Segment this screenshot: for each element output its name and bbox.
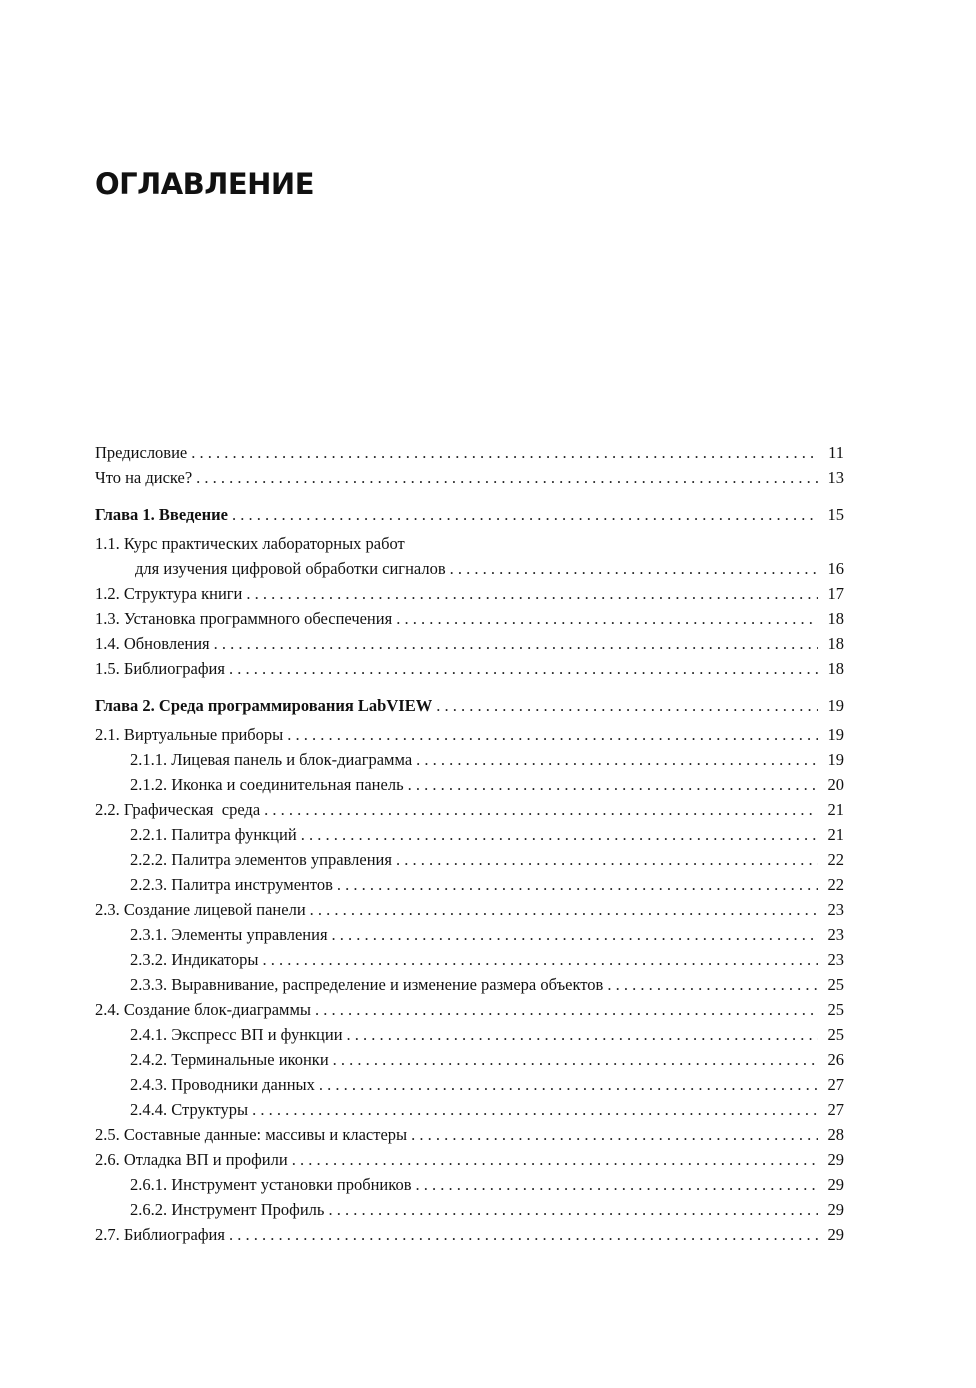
toc-entry-title: 2.2.2. Палитра элементов управления	[130, 850, 392, 869]
toc-entry-title: 2.3.3. Выравнивание, распределение и изменение размера объектов	[130, 975, 604, 994]
toc-page-number: 22	[827, 850, 844, 869]
toc-page-number: 27	[827, 1075, 844, 1094]
toc-section-1-2[interactable]	[95, 581, 844, 606]
toc-entry-title: 2.2. Графическая среда	[95, 800, 261, 819]
toc-entry-title: 2.6. Отладка ВП и профили	[95, 1150, 288, 1169]
toc-entry-title: 1.1. Курс практических лабораторных работ	[95, 534, 405, 553]
dot-leader	[229, 656, 818, 681]
toc-page-number: 29	[827, 1225, 844, 1244]
dot-leader	[232, 502, 818, 527]
dot-leader	[328, 1197, 818, 1222]
dot-leader	[408, 772, 818, 797]
dot-leader	[246, 581, 818, 606]
toc-subsection-2-4-4[interactable]	[95, 1097, 844, 1122]
toc-chapter-title: Глава 2. Среда программирования LabVIEW	[95, 696, 433, 715]
toc-page-number: 15	[827, 505, 844, 524]
toc-subsection-2-2-3[interactable]	[95, 872, 844, 897]
dot-leader	[416, 747, 818, 772]
toc-entry-title: 2.3. Создание лицевой панели	[95, 900, 306, 919]
toc-page-number: 25	[827, 1025, 844, 1044]
dot-leader	[396, 847, 818, 872]
toc-page-number: 13	[827, 468, 844, 487]
toc-section-2-4[interactable]	[95, 997, 844, 1022]
toc-chapter-1[interactable]	[95, 502, 844, 527]
dot-leader	[607, 972, 818, 997]
dot-leader	[332, 922, 818, 947]
toc-section-2-3[interactable]	[95, 897, 844, 922]
toc-page-number: 16	[827, 559, 844, 578]
toc-chapter-title: Глава 1. Введение	[95, 505, 228, 524]
toc-page-number: 29	[827, 1150, 844, 1169]
toc-section-2-7[interactable]	[95, 1222, 844, 1247]
toc-subsection-2-2-1[interactable]	[95, 822, 844, 847]
dot-leader	[196, 465, 818, 490]
toc-section-2-6[interactable]	[95, 1147, 844, 1172]
dot-leader	[436, 693, 818, 718]
toc-entry-title: 2.4. Создание блок-диаграммы	[95, 1000, 312, 1019]
toc-subsection-2-3-3[interactable]	[95, 972, 844, 997]
dot-leader	[301, 822, 818, 847]
toc-section-2-1[interactable]	[95, 722, 844, 747]
dot-leader	[214, 631, 818, 656]
toc-chapter-2[interactable]	[95, 693, 844, 718]
toc-subsection-2-4-3[interactable]	[95, 1072, 844, 1097]
toc-entry-title-continued: для изучения цифровой обработки сигналов	[135, 559, 446, 578]
toc-entry-title: 2.1.1. Лицевая панель и блок-диаграмма	[130, 750, 413, 769]
toc-entry-title: Предисловие	[95, 443, 188, 462]
toc-page-number: 18	[827, 634, 844, 653]
toc-entry-title: 2.4.4. Структуры	[130, 1100, 249, 1119]
toc-entry-title: 1.4. Обновления	[95, 634, 210, 653]
toc-section-1-4[interactable]	[95, 631, 844, 656]
dot-leader	[292, 1147, 818, 1172]
toc-section-1-3[interactable]	[95, 606, 844, 631]
toc-page-number: 23	[827, 900, 844, 919]
dot-leader	[396, 606, 818, 631]
toc-entry-title: 1.2. Структура книги	[95, 584, 243, 603]
dot-leader	[337, 872, 818, 897]
toc-section-1-1[interactable]	[95, 531, 844, 581]
toc-subsection-2-4-1[interactable]	[95, 1022, 844, 1047]
dot-leader	[264, 797, 818, 822]
toc-entry-title: 2.5. Составные данные: массивы и кластеры	[95, 1125, 408, 1144]
toc-entry-title: 1.3. Установка программного обеспечения	[95, 609, 393, 628]
toc-subsection-2-1-2[interactable]	[95, 772, 844, 797]
toc-entry-title: 2.1.2. Иконка и соединительная панель	[130, 775, 404, 794]
toc-page-number: 17	[827, 584, 844, 603]
toc-entry-title: 2.2.3. Палитра инструментов	[130, 875, 333, 894]
toc-page-number: 20	[827, 775, 844, 794]
dot-leader	[287, 722, 818, 747]
toc-page-number: 26	[827, 1050, 844, 1069]
toc-page-number: 29	[827, 1200, 844, 1219]
toc-section-2-2[interactable]	[95, 797, 844, 822]
toc-entry-title: 2.4.3. Проводники данных	[130, 1075, 315, 1094]
toc-entry-title: 2.4.1. Экспресс ВП и функции	[130, 1025, 343, 1044]
toc-subsection-2-1-1[interactable]	[95, 747, 844, 772]
dot-leader	[262, 947, 818, 972]
toc-page-number: 18	[827, 659, 844, 678]
toc-subsection-2-3-2[interactable]	[95, 947, 844, 972]
toc-entry-title: 2.6.1. Инструмент установки пробников	[130, 1175, 412, 1194]
dot-leader	[415, 1172, 818, 1197]
toc-section-2-5[interactable]	[95, 1122, 844, 1147]
table-of-contents	[95, 440, 844, 1247]
dot-leader	[191, 440, 818, 465]
dot-leader	[411, 1122, 818, 1147]
dot-leader	[229, 1222, 818, 1247]
page-title: ОГЛАВЛЕНИЕ	[95, 167, 315, 201]
toc-entry-title: 2.7. Библиография	[95, 1225, 225, 1244]
toc-page-number: 27	[827, 1100, 844, 1119]
toc-page-number: 25	[827, 975, 844, 994]
dot-leader	[315, 997, 818, 1022]
toc-entry-disk[interactable]	[95, 465, 844, 490]
toc-entry-title: Что на диске?	[95, 468, 193, 487]
toc-page-number: 19	[827, 750, 844, 769]
toc-entry-title: 2.1. Виртуальные приборы	[95, 725, 284, 744]
toc-page-number: 23	[827, 925, 844, 944]
toc-subsection-2-6-1[interactable]	[95, 1172, 844, 1197]
dot-leader	[333, 1047, 818, 1072]
toc-entry-title: 2.4.2. Терминальные иконки	[130, 1050, 329, 1069]
dot-leader	[310, 897, 818, 922]
toc-entry-title: 2.3.1. Элементы управления	[130, 925, 328, 944]
toc-entry-preface[interactable]	[95, 440, 844, 465]
toc-entry-title: 2.2.1. Палитра функций	[130, 825, 297, 844]
toc-subsection-2-2-2[interactable]	[95, 847, 844, 872]
toc-subsection-2-4-2[interactable]	[95, 1047, 844, 1072]
toc-page-number: 19	[827, 696, 844, 715]
toc-subsection-2-6-2[interactable]	[95, 1197, 844, 1222]
toc-page-number: 11	[828, 443, 844, 462]
toc-section-1-5[interactable]	[95, 656, 844, 681]
dot-leader	[252, 1097, 818, 1122]
toc-page-number: 18	[827, 609, 844, 628]
dot-leader	[450, 556, 818, 581]
toc-entry-title: 2.6.2. Инструмент Профиль	[130, 1200, 325, 1219]
toc-page-number: 23	[827, 950, 844, 969]
toc-page-number: 19	[827, 725, 844, 744]
toc-entry-title: 2.3.2. Индикаторы	[130, 950, 259, 969]
toc-page-number: 22	[827, 875, 844, 894]
toc-page-number: 25	[827, 1000, 844, 1019]
toc-page-number: 21	[827, 825, 844, 844]
toc-page-number: 28	[827, 1125, 844, 1144]
toc-subsection-2-3-1[interactable]	[95, 922, 844, 947]
dot-leader	[347, 1022, 818, 1047]
toc-entry-title: 1.5. Библиография	[95, 659, 225, 678]
dot-leader	[319, 1072, 818, 1097]
toc-page-number: 29	[827, 1175, 844, 1194]
toc-page-number: 21	[827, 800, 844, 819]
